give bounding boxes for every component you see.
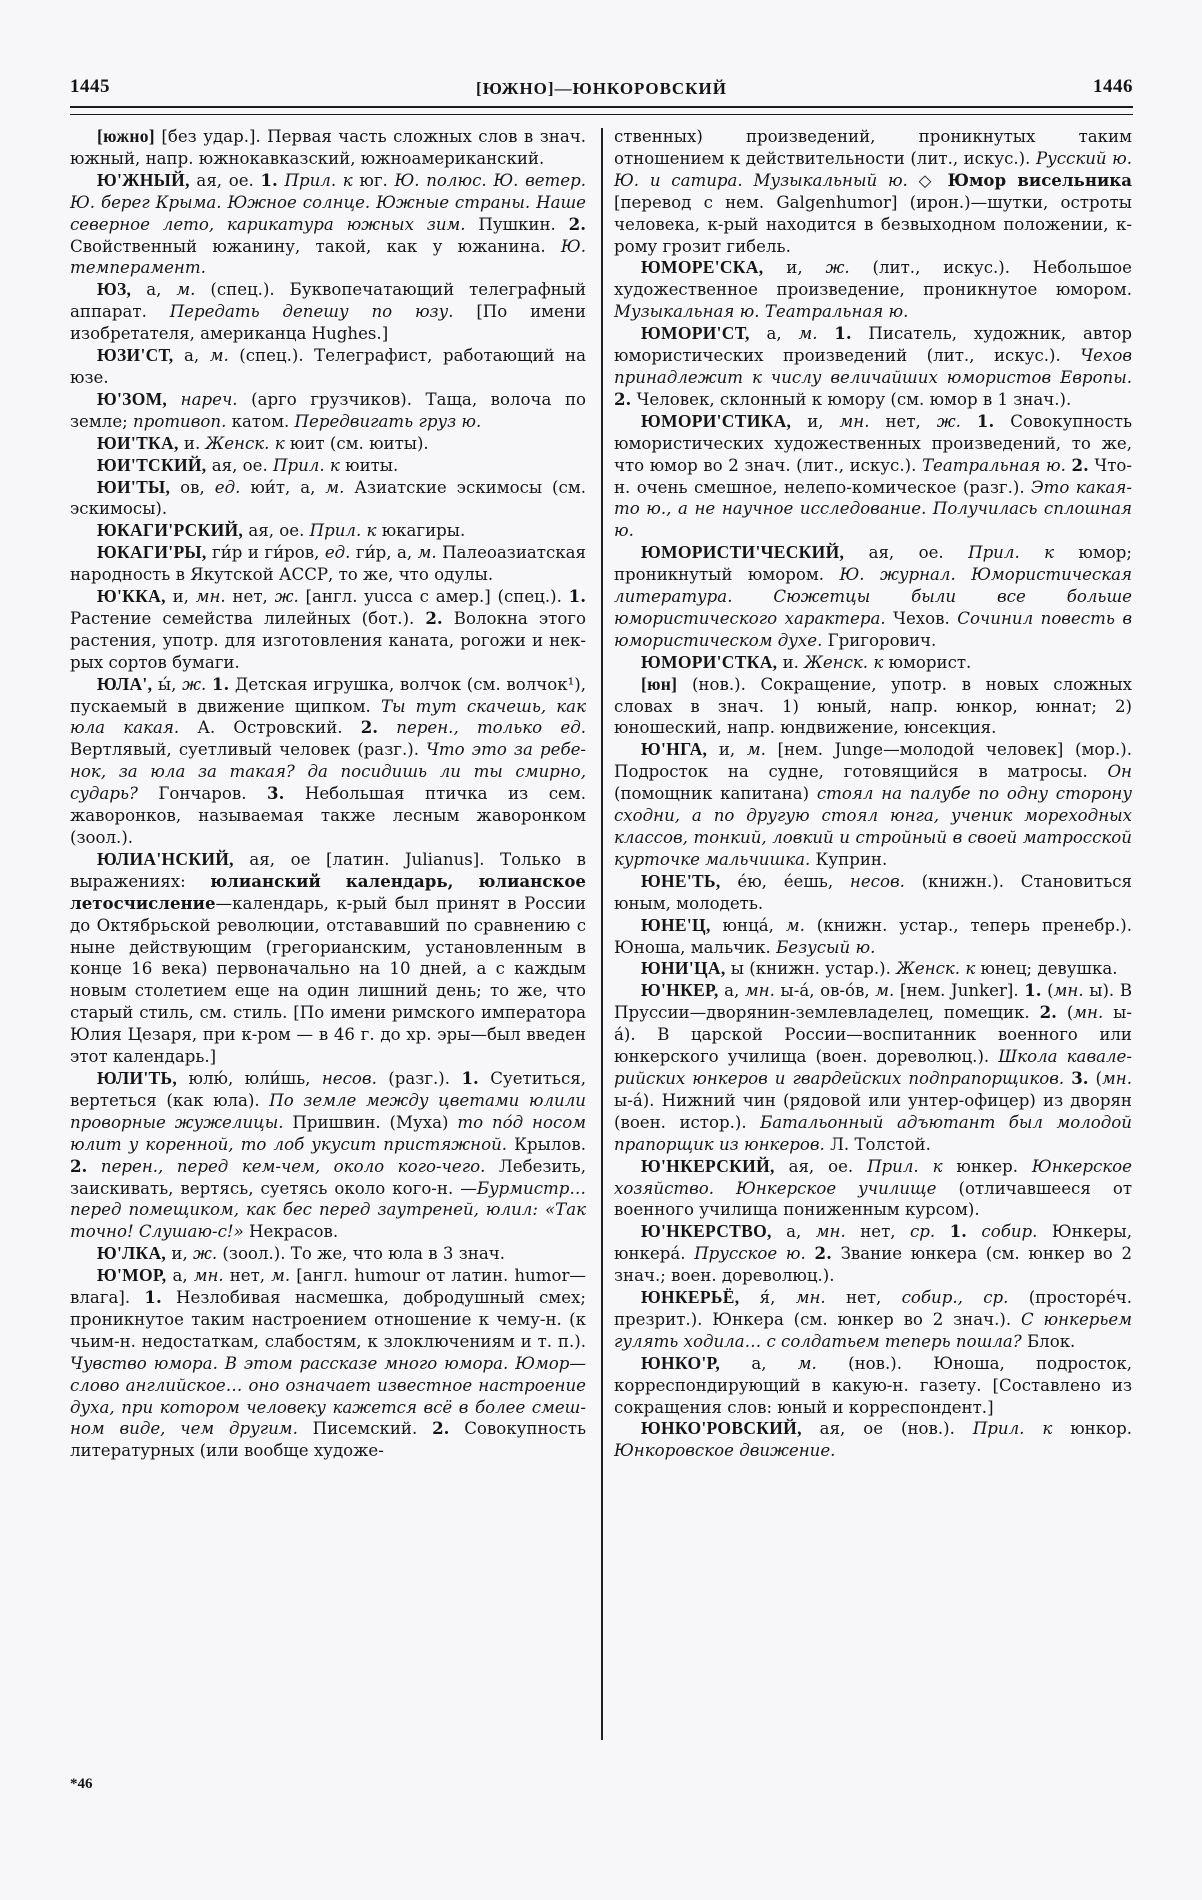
dictionary-entry (614, 1418, 1132, 1462)
example-italic: Это какая-то ю., а не научное исследование. Получилась сплошная ю. (614, 477, 1132, 541)
definition-text: юнца́, (710, 915, 786, 935)
example-italic: м. (417, 543, 437, 563)
example-italic: Прил. к (972, 1419, 1053, 1439)
example-italic: м. (875, 981, 895, 1001)
example-italic: Что это за ребенок, за юла за такая? да посидишь ли ты смирно, сударь? (70, 740, 587, 804)
definition-text: [без удар.]. Первая часть сложных слов в знач. южный, напр. южнокавказский, южноамериканский. (70, 127, 586, 168)
sense-number-bold: 2. (1071, 454, 1089, 475)
dictionary-entry (614, 674, 1132, 740)
dictionary-entry (614, 323, 1132, 411)
definition-text: ая, ое (нов.). (801, 1419, 973, 1439)
definition-text: ая, ое [латин. Julianus]. Только в выражениях: (70, 849, 586, 891)
dictionary-entry (70, 126, 586, 170)
definition-text: (книжн.). Становиться юным, молодеть. (614, 871, 1132, 913)
definition-text: (помощник капитана) (614, 784, 817, 804)
example-italic: м. (798, 324, 818, 344)
sense-number-bold: Юмор висельника (947, 169, 1133, 190)
definition-text: ы́, (152, 674, 183, 694)
example-italic: м. (746, 740, 766, 760)
definition-text: (арго грузчиков). Таща, волоча по земле; (70, 389, 586, 431)
dictionary-entry (614, 652, 1132, 674)
example-italic: мн. (1053, 981, 1084, 1001)
definition-text: Блок. (1021, 1331, 1076, 1351)
definition-text (935, 1222, 949, 1241)
definition-text: Вертлявый, суетливый человек (разг.). (70, 740, 427, 760)
definition-text: юлю́, юли́шь, (177, 1068, 322, 1088)
dictionary-entry (70, 1243, 586, 1265)
headword: Ю'ЛКА, (97, 1243, 167, 1264)
definition-text: а, (131, 280, 177, 300)
headword: ЮМОРИ'СТКА, (641, 651, 778, 672)
headword: [южно] (97, 126, 155, 146)
dictionary-entry (70, 542, 586, 586)
definition-text: а, (166, 1266, 194, 1286)
example-italic: собир., ср. (901, 1288, 1009, 1308)
definition-text: юнец; девушка. (975, 959, 1118, 979)
example-italic: мн. (815, 1222, 846, 1242)
definition-text: Чехов. (885, 608, 958, 628)
headword: ЮНКО'РОВСКИЙ, (641, 1418, 802, 1439)
example-italic: Бурмистр… перед помещиком, как бес перед заутреней, юлил: «Так точно! Слушаю-с!» (70, 1178, 586, 1242)
sense-number-bold: 1. (461, 1067, 479, 1088)
definition-text: (отличавшееся от военного училища пониженным курсом). (614, 1178, 1132, 1220)
definition-text: Волокна этого растения, употр. для изготовления каната, рогожи и нек-рых сортов бумаги. (70, 608, 586, 672)
example-italic: собир. (966, 1222, 1038, 1242)
definition-text: ая, ое. (243, 521, 310, 541)
headword: ЮНИ'ЦА, (641, 958, 726, 979)
definition-text: а, (718, 981, 745, 1001)
sense-number-bold: юлианский календарь, юлианское летосчисление (70, 870, 586, 913)
headword: Ю'НКЕР, (641, 980, 719, 1001)
dictionary-entry (614, 1287, 1132, 1353)
dictionary-entry (614, 411, 1132, 542)
definition-text: ая, ое. (774, 1156, 868, 1176)
sense-number-bold: 2. (814, 1243, 832, 1264)
definition-text: нет, (225, 587, 275, 607)
dictionary-entry (614, 1221, 1132, 1287)
definition-text: Совокупность юмористических художественных произведений, то же, что юмор во 2 знач. (лит., искус.). (614, 411, 1132, 475)
headword: ЮКАГИ'РСКИЙ, (97, 520, 244, 541)
definition-text: (книжн. устар., теперь пренебр.). Юноша, мальчик. (614, 915, 1132, 957)
definition-text: (нов.). Юноша, подросток, корреспондирующий в какую-н. газету. [Составлено из сокращения слов: юный и корреспондент.] (614, 1353, 1133, 1417)
definition-text: юморист. (883, 652, 972, 672)
sense-number-bold: 2. (1039, 1002, 1057, 1023)
header-double-rule (70, 106, 1133, 115)
sense-number-bold: 1. (260, 169, 278, 190)
column-divider (601, 128, 603, 1740)
headword: ЮМОРИ'СТ, (641, 323, 750, 344)
example-italic: Передать депешу по юзу. (169, 302, 454, 322)
sense-number-bold: 2. (568, 213, 586, 234)
definition-text: [англ. yucca с амер.] (спец.). (298, 587, 569, 607)
definition-text: ственных) произведений, проникнутых таким отношением к действительности (лит., искус.). (614, 127, 1132, 168)
example-italic: ж. (182, 674, 207, 694)
dictionary-entry (614, 126, 1132, 257)
headword: ЮНЕ'Ц, (641, 914, 711, 935)
definition-text: ая, ое. (206, 455, 274, 475)
example-italic: перен., перед кем-чем, около кого-чего. (87, 1156, 486, 1176)
definition-text: ая, ое. (844, 543, 969, 563)
dictionary-entry (70, 170, 586, 280)
definition-text: я́, (739, 1288, 796, 1308)
sense-number-bold: 1. (949, 1221, 967, 1242)
definition-text: Детская игрушка, волчок (см. волчок¹), пускаемый в движение щипком. (70, 674, 587, 716)
definition-text: А. Островский. (179, 718, 361, 738)
definition-text (806, 1244, 815, 1263)
definition-text: Свойственный южанину, такой, как у южанина. (70, 236, 561, 256)
dictionary-entry (70, 1068, 586, 1243)
example-italic: Прил. к (968, 543, 1055, 563)
definition-text: и, (763, 258, 826, 278)
definition-text: юнкер. (942, 1156, 1032, 1176)
example-italic: мн. (744, 981, 775, 1001)
definition-text: Суетиться, вертеться (как юла). (70, 1068, 586, 1110)
headword: ЮИ'ТКА, (97, 432, 179, 453)
example-italic: Юнкоровское движение. (614, 1441, 836, 1461)
example-italic: ед. (214, 477, 241, 497)
definition-text: Растение семейства лилейных (бот.). (70, 608, 426, 628)
example-italic: По земле между цветами юлили проворные жужелицы. (70, 1090, 586, 1132)
example-italic: ж. (936, 411, 961, 431)
definition-text: ая, ое. (189, 170, 261, 190)
definition-text: ы). В Пруссии—дворянин-землевладелец, помещик. (614, 981, 1133, 1023)
example-italic: Школа кавалерийских юнкеров и гвардейских подпрапорщиков. (614, 1047, 1132, 1088)
dictionary-entry (614, 1156, 1132, 1222)
example-italic: мн. (195, 587, 226, 607)
example-italic: Чувство юмора. В этом рассказе много юмора. Юмор—слово английское… оно означает известное настроение духа, при котором человеку кажется всё в более смешном виде, чем другим. (70, 1353, 586, 1439)
definition-text: а, (720, 1353, 798, 1373)
headword: Ю'НГА, (641, 739, 708, 760)
definition-text: Небольшая птичка из сем. жаворонков, называемая также лесным жаворонком (зоол.). (70, 784, 586, 847)
left-column (70, 126, 586, 1462)
definition-text: (зоол.). То же, что юла в 3 знач. (217, 1244, 505, 1264)
definition-text (961, 412, 977, 431)
definition-text: [нем. Junker]. (894, 981, 1025, 1001)
definition-text: Палеоазиатская народность в Якутской АССР, то же, что одулы. (70, 543, 586, 585)
dictionary-entry (614, 980, 1132, 1155)
example-italic: Чехов принадлежит к числу величайших юмористов Европы. (614, 346, 1132, 387)
example-italic: Русский ю. Ю. и сатира. Музыкальный ю. (614, 148, 1132, 190)
definition-text: катом. (226, 411, 295, 431)
definition-text: (спец.). Буквопечатающий телеграфный аппарат. (70, 280, 587, 322)
definition-text: ◇ (907, 170, 948, 190)
headword: Ю'НКЕРСТВО, (641, 1221, 772, 1242)
signature-mark: *46 (70, 1776, 93, 1792)
dictionary-entry (70, 1265, 586, 1462)
definition-text: Писатель, художник, автор юмористических произведений (лит., искус.). (614, 324, 1133, 366)
example-italic: Батальонный адъютант был молодой прапорщик из юнкеров. (614, 1112, 1132, 1154)
example-italic: Сочинил повесть в юмористическом духе. (614, 608, 1133, 650)
headword: Ю'ЗОМ, (97, 388, 168, 409)
definition-text: нет, (869, 411, 937, 431)
definition-text: и, (791, 411, 840, 431)
example-italic: м. (325, 477, 345, 497)
example-italic: мн. (795, 1288, 826, 1308)
definition-text: а, (749, 324, 799, 344)
example-italic: мн. (839, 411, 870, 431)
sense-number-bold: 1. (568, 586, 586, 607)
page-number-left: 1445 (70, 76, 110, 97)
headword: ЮНЕ'ТЬ, (641, 870, 721, 891)
dictionary-entry (614, 739, 1132, 870)
dictionary-entry (70, 849, 586, 1068)
definition-text: Совокупность литературных (или вообще художе- (70, 1419, 586, 1461)
example-italic: м. (271, 1266, 291, 1286)
sense-number-bold: 2. (70, 1155, 88, 1176)
example-italic: Передвигать груз ю. (294, 411, 482, 431)
example-italic: ж. (825, 258, 850, 278)
dictionary-entry (70, 586, 586, 674)
definition-text: и, (707, 740, 747, 760)
definition-text: ( (1088, 1068, 1103, 1088)
definition-text (817, 324, 834, 343)
example-italic: Женск. к (804, 652, 884, 672)
definition-text: ов, (170, 477, 215, 497)
headword: ЮЗ, (97, 279, 132, 300)
example-italic: С юнкерьем гулять ходила… с солдатьем теперь пошла? (614, 1309, 1132, 1351)
definition-text: (лит., искус.). Небольшое художественное произведение, проникнутое юмором. (614, 258, 1132, 300)
example-italic: мн. (193, 1266, 224, 1286)
headword: ЮМОРИ'СТИКА, (641, 410, 792, 431)
definition-text: ги́р и ги́ров, (206, 543, 325, 563)
dictionary-entry (70, 345, 586, 389)
dictionary-entry (70, 455, 586, 477)
example-italic: Ю. темперамент. (70, 236, 586, 278)
example-italic: ж. (193, 1244, 218, 1264)
definition-text: Гончаров. (137, 784, 268, 804)
definition-text: Азиатские эскимосы (см. эскимосы). (70, 477, 586, 519)
example-italic: м. (785, 915, 805, 935)
headword: ЮЛА', (97, 673, 153, 694)
definition-text: нет, (845, 1222, 910, 1242)
definition-text: ги́р, а, (350, 543, 418, 563)
example-italic: м. (797, 1353, 817, 1373)
definition-text: ы-а́). Нижний чин (рядовой или унтер-офицер) из дворян (воен. истор.). (614, 1090, 1132, 1132)
example-italic: несов. (321, 1068, 377, 1088)
example-italic: мн. (1073, 1003, 1104, 1023)
example-italic: м. (176, 280, 196, 300)
dictionary-entry (614, 958, 1132, 980)
definition-text: и, (166, 1244, 193, 1264)
example-italic: несов. (849, 871, 905, 891)
definition-text: Куприн. (810, 849, 888, 869)
dictionary-entry (70, 520, 586, 542)
sense-number-bold: 3. (267, 783, 285, 804)
example-italic: перен., только ед. (378, 718, 586, 738)
definition-text: (разг.). (376, 1068, 462, 1088)
definition-text: юмор; проникнутый юмором. (614, 543, 1132, 585)
sense-number-bold: 1. (144, 1287, 162, 1308)
definition-text: а, (173, 346, 210, 366)
definition-text: Писемский. (297, 1419, 433, 1439)
definition-text: Лебезить, заискивать, вертясь, суетясь около кого-н. — (70, 1156, 586, 1198)
example-italic: нареч. (167, 389, 238, 409)
definition-text: Пушкин. (465, 214, 569, 234)
example-italic: Женск. к (205, 433, 285, 453)
definition-text: (нов.). Сокращение, употр. в новых сложных словах в знач. 1) юный, напр. юнкор, юннат; 2) юношеский, напр. юндвижение, юнсекция. (614, 674, 1132, 738)
sense-number-bold: 2. (432, 1418, 450, 1439)
headword: ЮМОРИСТИ'ЧЕСКИЙ, (641, 542, 845, 563)
headword: Ю'ЖНЫЙ, (97, 169, 190, 190)
headword: ЮЛИА'НСКИЙ, (97, 848, 234, 869)
example-italic: Женск. к (896, 959, 976, 979)
dictionary-entry (614, 871, 1132, 915)
sense-number-bold: 3. (1071, 1067, 1089, 1088)
definition-text: [нем. Junge—молодой человек] (мор.). Подросток на судне, готовящийся в матросы. (614, 740, 1132, 782)
example-italic: стоял на палубе по одну сторону сходни, а по другую стоял юнга, ученик мореходных классов, тонкий, ловкий и стройный в своей матросской курточке мальчишка. (614, 784, 1132, 869)
definition-text: —календарь, к-рый был принят в России до Октябрьской революции, отстававший по сравнению с ныне действующим (грегорианским, установленным в конце 16 века) первоначально на 10 дней, а с каждым новым столетием еще на один лишний день; то же, что старый стиль, см. стиль. [По имени римского императора Юлия Цезаря, при к-ром — в 46 г. до хр. эры—был введен этот календарь.] (70, 893, 586, 1067)
example-italic: то по́д носом юлит у коренной, то лоб укусит пристяжной. (70, 1112, 586, 1154)
dictionary-entry (70, 279, 586, 345)
definition-text: [По имени изобретателя, американца Hughes.] (70, 302, 586, 344)
sense-number-bold: 2. (614, 388, 632, 409)
definition-text: Незлобивая насмешка, добродушный смех; проникнутое таким настроением отношение к чему-н. (к чьим-н. недостаткам, слабостям, к злоключениям и т. п.). (70, 1288, 586, 1351)
page-number-right: 1446 (1093, 76, 1133, 97)
definition-text: Л. Толстой. (824, 1134, 931, 1154)
definition-text: юи́т, а, (240, 477, 326, 497)
dictionary-entry (70, 477, 586, 521)
definition-text: Человек, склонный к юмору (см. юмор в 1 знач.). (631, 389, 1072, 409)
example-italic: Прил. к (309, 521, 377, 541)
definition-text: ( (1041, 981, 1054, 1001)
sense-number-bold: 1. (976, 410, 995, 431)
example-italic: ж. (274, 587, 299, 607)
example-italic: Музыкальная ю. Театральная ю. (614, 302, 909, 322)
definition-text: нет, (825, 1288, 902, 1308)
example-italic: Безусый ю. (776, 937, 876, 957)
sense-number-bold: 1. (1024, 980, 1042, 1001)
headword: ЮИ'ТЫ, (97, 476, 171, 497)
headword: ЮИ'ТСКИЙ, (97, 454, 207, 475)
headword: ЮЛИ'ТЬ, (97, 1067, 178, 1088)
definition-text: юит (см. юиты). (284, 433, 429, 453)
definition-text: юг. (352, 170, 395, 190)
example-italic: Прусское ю. (694, 1244, 806, 1264)
example-italic: м. (209, 346, 229, 366)
definition-text: (спец.). Телеграфист, работающий на юзе. (70, 346, 587, 387)
example-italic: противоп. (133, 411, 227, 431)
definition-text: юкагиры. (376, 521, 466, 541)
definition-text: нет, (223, 1266, 272, 1286)
example-italic: Ю. журнал. Юмористическая литература. Сюжетцы были все больше юмористического характера. (614, 565, 1133, 628)
definition-text: юнкор. (1052, 1419, 1132, 1439)
sense-number-bold: 1. (211, 673, 230, 694)
headword: ЮЗИ'СТ, (97, 345, 174, 366)
definition-text: ы (книжн. устар.). (725, 959, 897, 979)
headword: ЮМОРЕ'СКА, (641, 257, 764, 278)
example-italic: Прил. к (273, 455, 340, 475)
definition-text: и. (178, 433, 206, 453)
headword: Ю'ККА, (97, 586, 166, 607)
example-italic: мн. (1102, 1068, 1132, 1088)
example-italic: Он (1107, 762, 1132, 782)
dictionary-entry (614, 542, 1132, 652)
example-italic: Прил. к (867, 1156, 943, 1176)
definition-text: ы-а́). В царской России—воспитанник военного или юнкерского училища (воен. дореволюц.). (614, 1003, 1132, 1067)
example-italic: Прил. к (277, 170, 353, 190)
dictionary-entry (70, 389, 586, 433)
definition-text: [перевод с нем. Galgenhumor] (ирон.)—шутки, остроты человека, к-рый находится в безвыходном положении, к-рому грозит гибель. (614, 192, 1132, 256)
definition-text: Григорович. (822, 630, 937, 650)
definition-text: [англ. humour от латин. humor—влага]. (70, 1266, 586, 1308)
right-column (614, 126, 1132, 1462)
definition-text: ы-а́, ов-о́в, (774, 981, 876, 1001)
dictionary-entry (70, 433, 586, 455)
example-italic: Ю. полюс. Ю. ветер. Ю. берег Крыма. Южное солнце. Южные страны. Наше северное лето, карикатура южных зим. (70, 170, 587, 234)
example-italic: ед. (324, 543, 351, 563)
definition-text: (просторе́ч. презрит.). Юнкера (см. юнкер во 2 знач.). (614, 1288, 1132, 1329)
definition-text: е́ю, е́ешь, (720, 871, 850, 891)
dictionary-entry (614, 1353, 1132, 1419)
example-italic: Театральная ю. (921, 455, 1066, 475)
definition-text: и. (777, 652, 805, 672)
definition-text: ( (1056, 1003, 1074, 1023)
running-head: [ЮЖНО]—ЮНКОРОВСКИЙ (476, 79, 727, 98)
definition-text: юиты. (339, 455, 399, 475)
dictionary-entry (614, 257, 1132, 323)
headword: ЮНКО'Р, (641, 1352, 721, 1373)
sense-number-bold: 2. (425, 607, 443, 628)
definition-text: и, (165, 587, 196, 607)
definition-text: Пришвин. (Муха) (283, 1112, 458, 1132)
example-italic: Ты тут скачешь, как юла какая. (70, 696, 586, 738)
dictionary-entry (70, 674, 586, 849)
headword: Ю'МОР, (97, 1265, 167, 1286)
definition-text: Звание юнкера (см. юнкер во 2 знач.; воен. дореволюц.). (614, 1244, 1133, 1286)
page-header (70, 72, 1133, 106)
sense-number-bold: 2. (360, 717, 379, 738)
definition-text: а, (771, 1222, 816, 1242)
example-italic: Юнкерское хозяйство. Юнкерское училище (614, 1156, 1132, 1198)
definition-text: Юнкеры, юнкера́. (614, 1222, 1133, 1264)
headword: [юн] (641, 673, 678, 694)
example-italic: ср. (909, 1222, 936, 1242)
dictionary-entry (614, 915, 1132, 959)
definition-text: Некрасов. (243, 1222, 339, 1242)
headword: Ю'НКЕРСКИЙ, (641, 1155, 775, 1176)
definition-text: Что-н. очень смешное, нелепо-комическое (разг.). (614, 455, 1133, 497)
headword: ЮНКЕРЬЁ, (641, 1287, 740, 1308)
definition-text: Крылов. (507, 1134, 586, 1154)
sense-number-bold: 1. (834, 323, 852, 344)
headword: ЮКАГИ'РЫ, (97, 542, 207, 563)
